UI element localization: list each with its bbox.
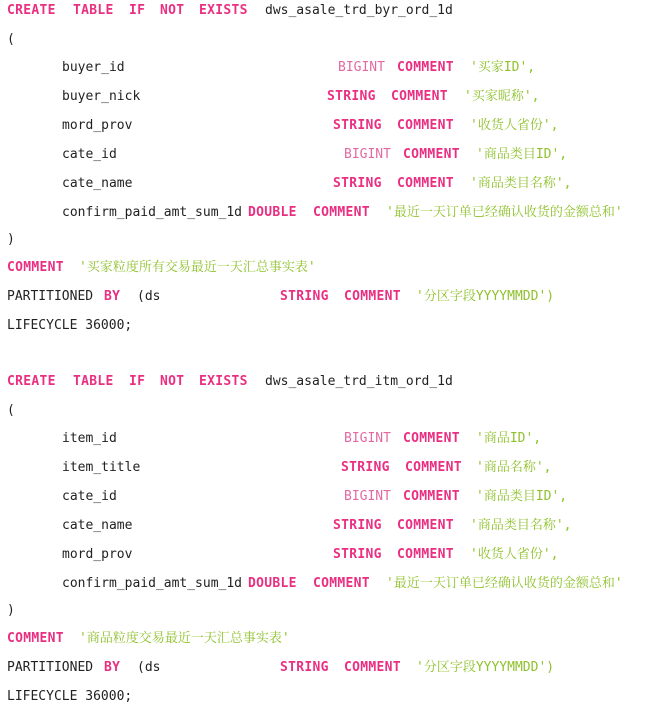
partition-comment: '分区字段YYYYMMDD') (416, 289, 555, 304)
column-line (0, 429, 670, 449)
column-name: buyer_id (62, 60, 125, 75)
keyword-comment: COMMENT (391, 89, 448, 104)
column-comment: '买家昵称', (464, 89, 540, 104)
open-paren-line (0, 30, 670, 50)
keyword-create: CREATE (7, 3, 56, 18)
keyword-create: CREATE (7, 374, 56, 389)
partition-line (0, 658, 670, 678)
column-type: BIGINT (344, 147, 391, 162)
keyword-comment: COMMENT (403, 489, 460, 504)
create-table-line (0, 372, 670, 392)
column-line (0, 203, 670, 223)
lifecycle-statement: LIFECYCLE 36000; (7, 689, 133, 704)
open-paren: ( (7, 403, 15, 418)
keyword-comment: COMMENT (397, 118, 454, 133)
keyword-table: TABLE (73, 374, 114, 389)
keyword-comment: COMMENT (403, 147, 460, 162)
column-type: STRING (341, 460, 390, 475)
partition-column: (ds (137, 660, 161, 675)
keyword-comment: COMMENT (397, 518, 454, 533)
keyword-partitioned: PARTITIONED (7, 289, 94, 304)
column-name: buyer_nick (62, 89, 141, 104)
column-line (0, 174, 670, 194)
keyword-if: IF (129, 3, 146, 18)
table-comment-line (0, 629, 670, 649)
column-line (0, 145, 670, 165)
keyword-comment: COMMENT (397, 60, 454, 75)
column-type: STRING (333, 518, 382, 533)
close-paren: ) (7, 603, 15, 618)
keyword-comment: COMMENT (344, 660, 401, 675)
column-name: mord_prov (62, 547, 133, 562)
column-type: STRING (327, 89, 376, 104)
column-type: BIGINT (338, 60, 385, 75)
close-paren-line (0, 230, 670, 250)
open-paren-line (0, 401, 670, 421)
column-name: item_id (62, 431, 117, 446)
column-line (0, 516, 670, 536)
column-comment: '最近一天订单已经确认收货的金额总和' (386, 205, 623, 220)
column-comment: '商品类目名称', (470, 518, 572, 533)
keyword-by: BY (104, 660, 121, 675)
partition-comment: '分区字段YYYYMMDD') (416, 660, 555, 675)
column-line (0, 458, 670, 478)
column-line (0, 58, 670, 78)
keyword-not: NOT (160, 3, 185, 18)
partition-type: STRING (280, 289, 329, 304)
partition-column: (ds (137, 289, 161, 304)
lifecycle-statement: LIFECYCLE 36000; (7, 318, 133, 333)
keyword-comment: COMMENT (313, 576, 370, 591)
table-comment: '商品粒度交易最近一天汇总事实表' (79, 631, 290, 646)
column-type: STRING (333, 547, 382, 562)
column-line (0, 87, 670, 107)
keyword-comment: COMMENT (403, 431, 460, 446)
column-name: confirm_paid_amt_sum_1d (62, 205, 243, 220)
column-comment: '最近一天订单已经确认收货的金额总和' (386, 576, 623, 591)
close-paren-line (0, 601, 670, 621)
column-comment: '买家ID', (470, 60, 536, 75)
keyword-table: TABLE (73, 3, 114, 18)
column-comment: '商品名称', (476, 460, 552, 475)
open-paren: ( (7, 32, 15, 47)
keyword-not: NOT (160, 374, 185, 389)
column-line (0, 545, 670, 565)
create-table-line (0, 1, 670, 21)
column-comment: '商品ID', (476, 431, 542, 446)
lifecycle-line (0, 316, 670, 336)
close-paren: ) (7, 232, 15, 247)
keyword-comment: COMMENT (313, 205, 370, 220)
column-type: DOUBLE (248, 576, 297, 591)
keyword-if: IF (129, 374, 146, 389)
column-comment: '商品类目ID', (476, 489, 568, 504)
table-comment: '买家粒度所有交易最近一天汇总事实表' (79, 260, 316, 275)
keyword-comment: COMMENT (344, 289, 401, 304)
column-comment: '商品类目ID', (476, 147, 568, 162)
table-name: dws_asale_trd_byr_ord_1d (265, 3, 453, 18)
column-name: cate_id (62, 147, 117, 162)
column-line (0, 487, 670, 507)
keyword-exists: EXISTS (199, 374, 248, 389)
lifecycle-line (0, 687, 670, 707)
column-type: STRING (333, 176, 382, 191)
column-line (0, 116, 670, 136)
column-comment: '商品类目名称', (470, 176, 572, 191)
column-name: cate_name (62, 518, 133, 533)
table-name: dws_asale_trd_itm_ord_1d (265, 374, 453, 389)
column-type: BIGINT (344, 431, 391, 446)
keyword-partitioned: PARTITIONED (7, 660, 94, 675)
column-name: item_title (62, 460, 141, 475)
column-comment: '收货人省份', (470, 547, 559, 562)
keyword-comment: COMMENT (405, 460, 462, 475)
keyword-comment: COMMENT (7, 260, 64, 275)
column-type: STRING (333, 118, 382, 133)
column-type: DOUBLE (248, 205, 297, 220)
partition-line (0, 287, 670, 307)
column-comment: '收货人省份', (470, 118, 559, 133)
keyword-by: BY (104, 289, 121, 304)
column-line (0, 574, 670, 594)
column-name: cate_name (62, 176, 133, 191)
column-name: mord_prov (62, 118, 133, 133)
column-name: cate_id (62, 489, 117, 504)
keyword-exists: EXISTS (199, 3, 248, 18)
table-comment-line (0, 258, 670, 278)
column-name: confirm_paid_amt_sum_1d (62, 576, 243, 591)
keyword-comment: COMMENT (7, 631, 64, 646)
partition-type: STRING (280, 660, 329, 675)
column-type: BIGINT (344, 489, 391, 504)
keyword-comment: COMMENT (397, 176, 454, 191)
keyword-comment: COMMENT (397, 547, 454, 562)
